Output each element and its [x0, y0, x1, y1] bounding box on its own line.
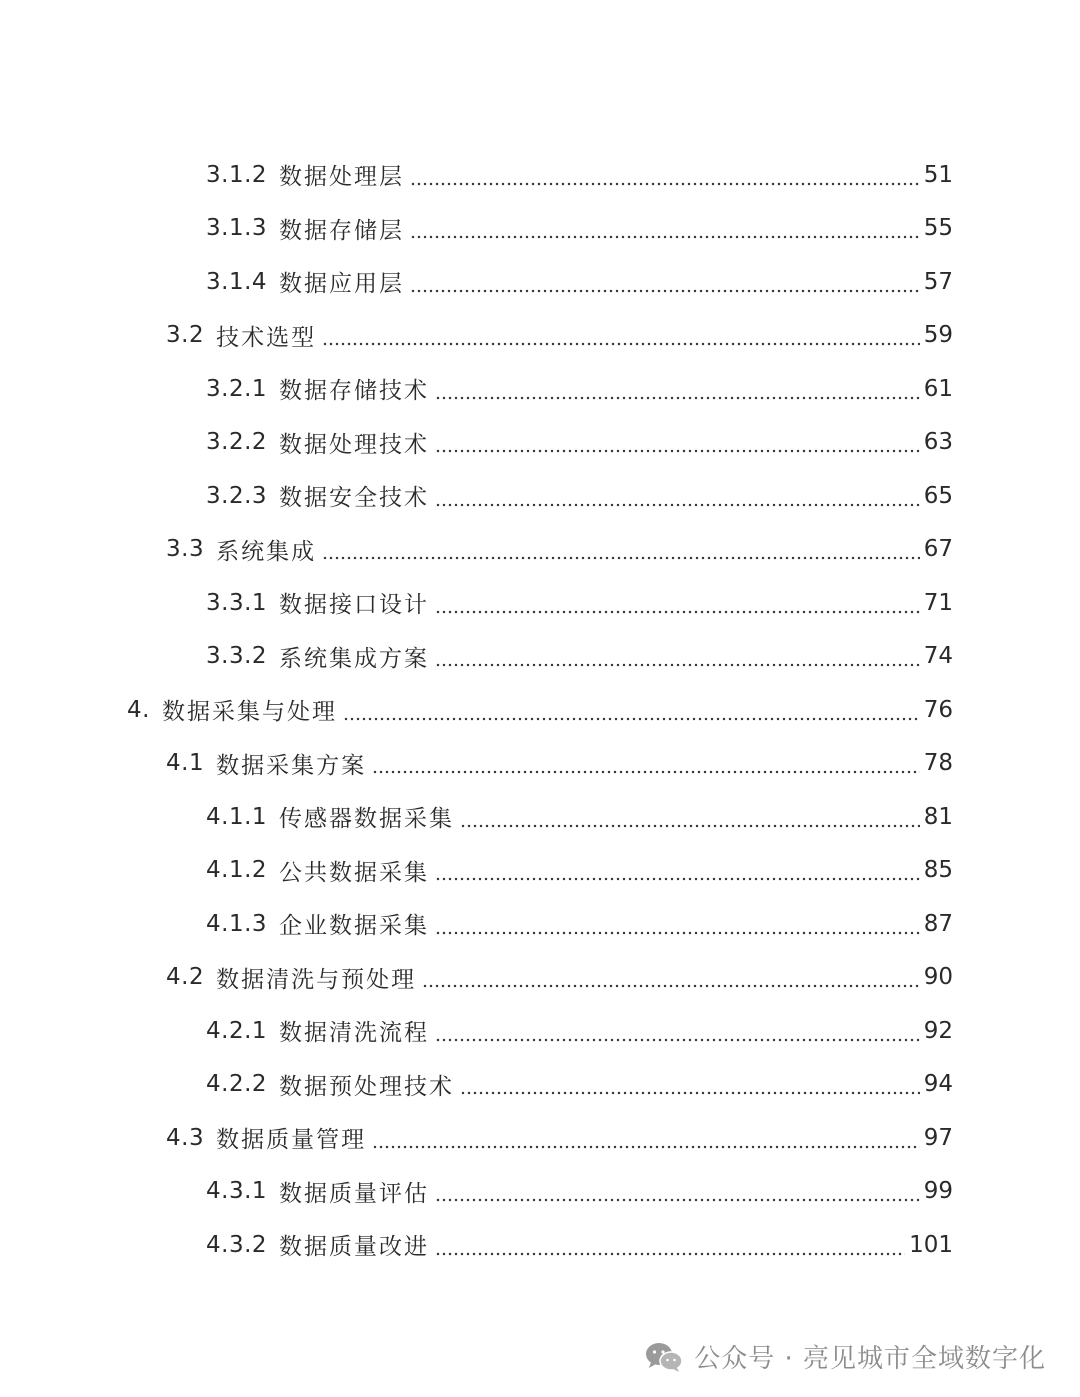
- toc-entry-title: 数据质量评估: [279, 1180, 430, 1207]
- toc-entry: [0, 523, 1080, 577]
- toc-entry-number: 3.1.2: [206, 161, 268, 188]
- toc-dot-leader: [410, 235, 920, 239]
- toc-entry-page-number: 94: [923, 1071, 953, 1098]
- toc-entry-page-number: 63: [923, 429, 953, 456]
- toc-entry-number: 4.2.2: [206, 1071, 268, 1098]
- toc-entry-page-number: 87: [923, 910, 953, 937]
- toc-entry-title: 数据存储层: [279, 217, 405, 244]
- toc-dot-leader: [372, 770, 920, 774]
- toc-entry: [0, 1058, 1080, 1112]
- toc-entry-page-number: 74: [923, 643, 953, 670]
- toc-entry-page-number: 61: [923, 375, 953, 402]
- toc-dot-leader: [410, 289, 920, 293]
- toc-entry-title: 系统集成: [216, 538, 317, 565]
- toc-entry-page-number: 51: [923, 161, 953, 188]
- toc-entry-page-number: 97: [923, 1124, 953, 1151]
- toc-entry: [0, 897, 1080, 951]
- toc-entry: [0, 683, 1080, 737]
- toc-dot-leader: [422, 984, 920, 988]
- toc-entry-number: 3.2.1: [206, 375, 268, 402]
- toc-entry-number: 4.1.2: [206, 857, 268, 884]
- toc-entry-number: 4.1: [166, 750, 205, 777]
- toc-dot-leader: [435, 877, 920, 881]
- toc-entry: [0, 416, 1080, 470]
- toc-entry-title: 系统集成方案: [279, 645, 430, 672]
- toc-entry: [0, 362, 1080, 416]
- watermark-text: 公众号 · 亮见城市全域数字化: [694, 1344, 1046, 1374]
- toc-entry-title: 数据质量管理: [216, 1127, 367, 1154]
- toc-entry-page-number: 101: [909, 1231, 953, 1258]
- toc-entry: [0, 1165, 1080, 1219]
- toc-entry: [0, 576, 1080, 630]
- toc-entry: [0, 1004, 1080, 1058]
- toc-dot-leader: [435, 449, 920, 453]
- toc-dot-leader: [410, 182, 920, 186]
- toc-entry-title: 数据预处理技术: [279, 1073, 455, 1100]
- toc-entry: [0, 951, 1080, 1005]
- toc-entry-number: 3.2.2: [206, 429, 268, 456]
- toc-dot-leader: [435, 1038, 920, 1042]
- toc-entry-number: 4.3.2: [206, 1231, 268, 1258]
- toc-entry-title: 数据采集方案: [216, 752, 367, 779]
- toc-entry-page-number: 85: [923, 857, 953, 884]
- toc-entry-number: 3.3.1: [206, 589, 268, 616]
- toc-dot-leader: [435, 610, 920, 614]
- toc-entry-title: 数据处理层: [279, 164, 405, 191]
- toc-entry: [0, 844, 1080, 898]
- toc-entry: [0, 309, 1080, 363]
- toc-entry: [0, 1218, 1080, 1272]
- toc-dot-leader: [460, 824, 920, 828]
- toc-dot-leader: [435, 396, 920, 400]
- toc-entry-page-number: 92: [923, 1017, 953, 1044]
- table-of-contents: [0, 148, 1080, 1272]
- toc-dot-leader: [322, 556, 920, 560]
- toc-entry-page-number: 81: [923, 803, 953, 830]
- toc-entry-number: 4.1.1: [206, 803, 268, 830]
- toc-entry: [0, 148, 1080, 202]
- toc-entry-title: 公共数据采集: [279, 859, 430, 886]
- toc-entry-number: 4.1.3: [206, 910, 268, 937]
- watermark: [644, 1338, 1046, 1375]
- toc-entry: [0, 790, 1080, 844]
- toc-entry-page-number: 59: [923, 322, 953, 349]
- toc-entry: [0, 255, 1080, 309]
- toc-entry-title: 技术选型: [216, 324, 317, 351]
- toc-entry-number: 4.3.1: [206, 1178, 268, 1205]
- toc-entry-title: 传感器数据采集: [279, 806, 455, 833]
- toc-dot-leader: [435, 931, 920, 935]
- toc-entry-page-number: 55: [923, 215, 953, 242]
- toc-dot-leader: [435, 663, 920, 667]
- toc-entry-number: 3.2: [166, 322, 205, 349]
- toc-entry: [0, 630, 1080, 684]
- toc-entry-page-number: 65: [923, 482, 953, 509]
- toc-entry: [0, 1111, 1080, 1165]
- toc-entry-number: 4.3: [166, 1124, 205, 1151]
- toc-entry-title: 数据接口设计: [279, 592, 430, 619]
- toc-entry-page-number: 90: [923, 964, 953, 991]
- toc-entry-number: 3.1.4: [206, 268, 268, 295]
- toc-entry-title: 企业数据采集: [279, 913, 430, 940]
- toc-entry-title: 数据安全技术: [279, 485, 430, 512]
- wechat-icon: [644, 1341, 684, 1373]
- toc-dot-leader: [460, 1091, 920, 1095]
- toc-entry: [0, 469, 1080, 523]
- toc-entry-number: 4.2: [166, 964, 205, 991]
- toc-entry-number: 3.1.3: [206, 215, 268, 242]
- toc-entry-title: 数据采集与处理: [161, 699, 337, 726]
- toc-dot-leader: [343, 717, 920, 721]
- toc-entry-page-number: 57: [923, 268, 953, 295]
- toc-entry-number: 4.: [127, 696, 150, 723]
- toc-entry-title: 数据处理技术: [279, 431, 430, 458]
- toc-dot-leader: [435, 503, 920, 507]
- toc-entry-page-number: 67: [923, 536, 953, 563]
- toc-entry-title: 数据清洗流程: [279, 1020, 430, 1047]
- toc-dot-leader: [435, 1252, 905, 1256]
- toc-entry-page-number: 76: [923, 696, 953, 723]
- toc-entry-title: 数据质量改进: [279, 1234, 430, 1261]
- toc-entry-page-number: 71: [923, 589, 953, 616]
- toc-dot-leader: [435, 1198, 920, 1202]
- toc-entry-number: 3.2.3: [206, 482, 268, 509]
- toc-entry-number: 4.2.1: [206, 1017, 268, 1044]
- toc-entry-page-number: 99: [923, 1178, 953, 1205]
- toc-entry-number: 3.3: [166, 536, 205, 563]
- toc-entry-title: 数据应用层: [279, 271, 405, 298]
- toc-entry-number: 3.3.2: [206, 643, 268, 670]
- toc-dot-leader: [322, 342, 920, 346]
- toc-entry-title: 数据存储技术: [279, 378, 430, 405]
- toc-entry-page-number: 78: [923, 750, 953, 777]
- toc-dot-leader: [372, 1145, 920, 1149]
- toc-entry: [0, 202, 1080, 256]
- toc-entry-title: 数据清洗与预处理: [216, 966, 417, 993]
- toc-entry: [0, 737, 1080, 791]
